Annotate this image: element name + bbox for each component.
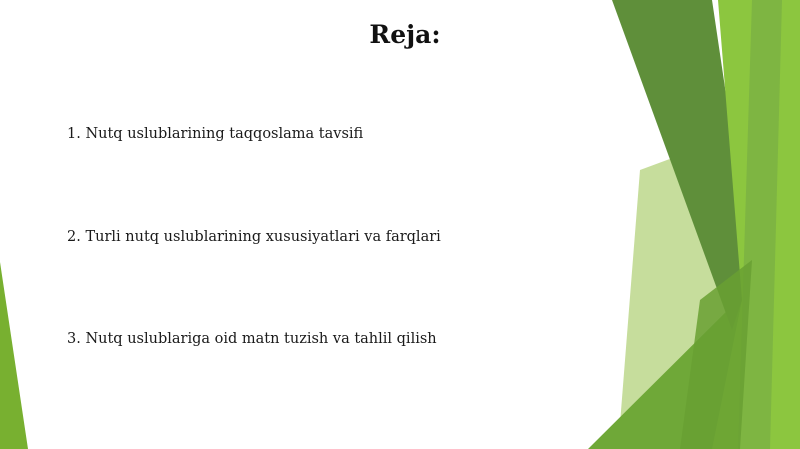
left-edge-facet bbox=[0, 262, 28, 449]
plan-item-3: 3. Nutq uslublariga oid matn tuzish va tahlil qilish bbox=[67, 331, 437, 347]
plan-item-2: 2. Turli nutq uslublarining xususiyatlari va farqlari bbox=[67, 229, 441, 245]
plan-item-1: 1. Nutq uslublarining taqqoslama tavsifi bbox=[67, 126, 364, 142]
slide-title: Reja: bbox=[369, 20, 441, 49]
